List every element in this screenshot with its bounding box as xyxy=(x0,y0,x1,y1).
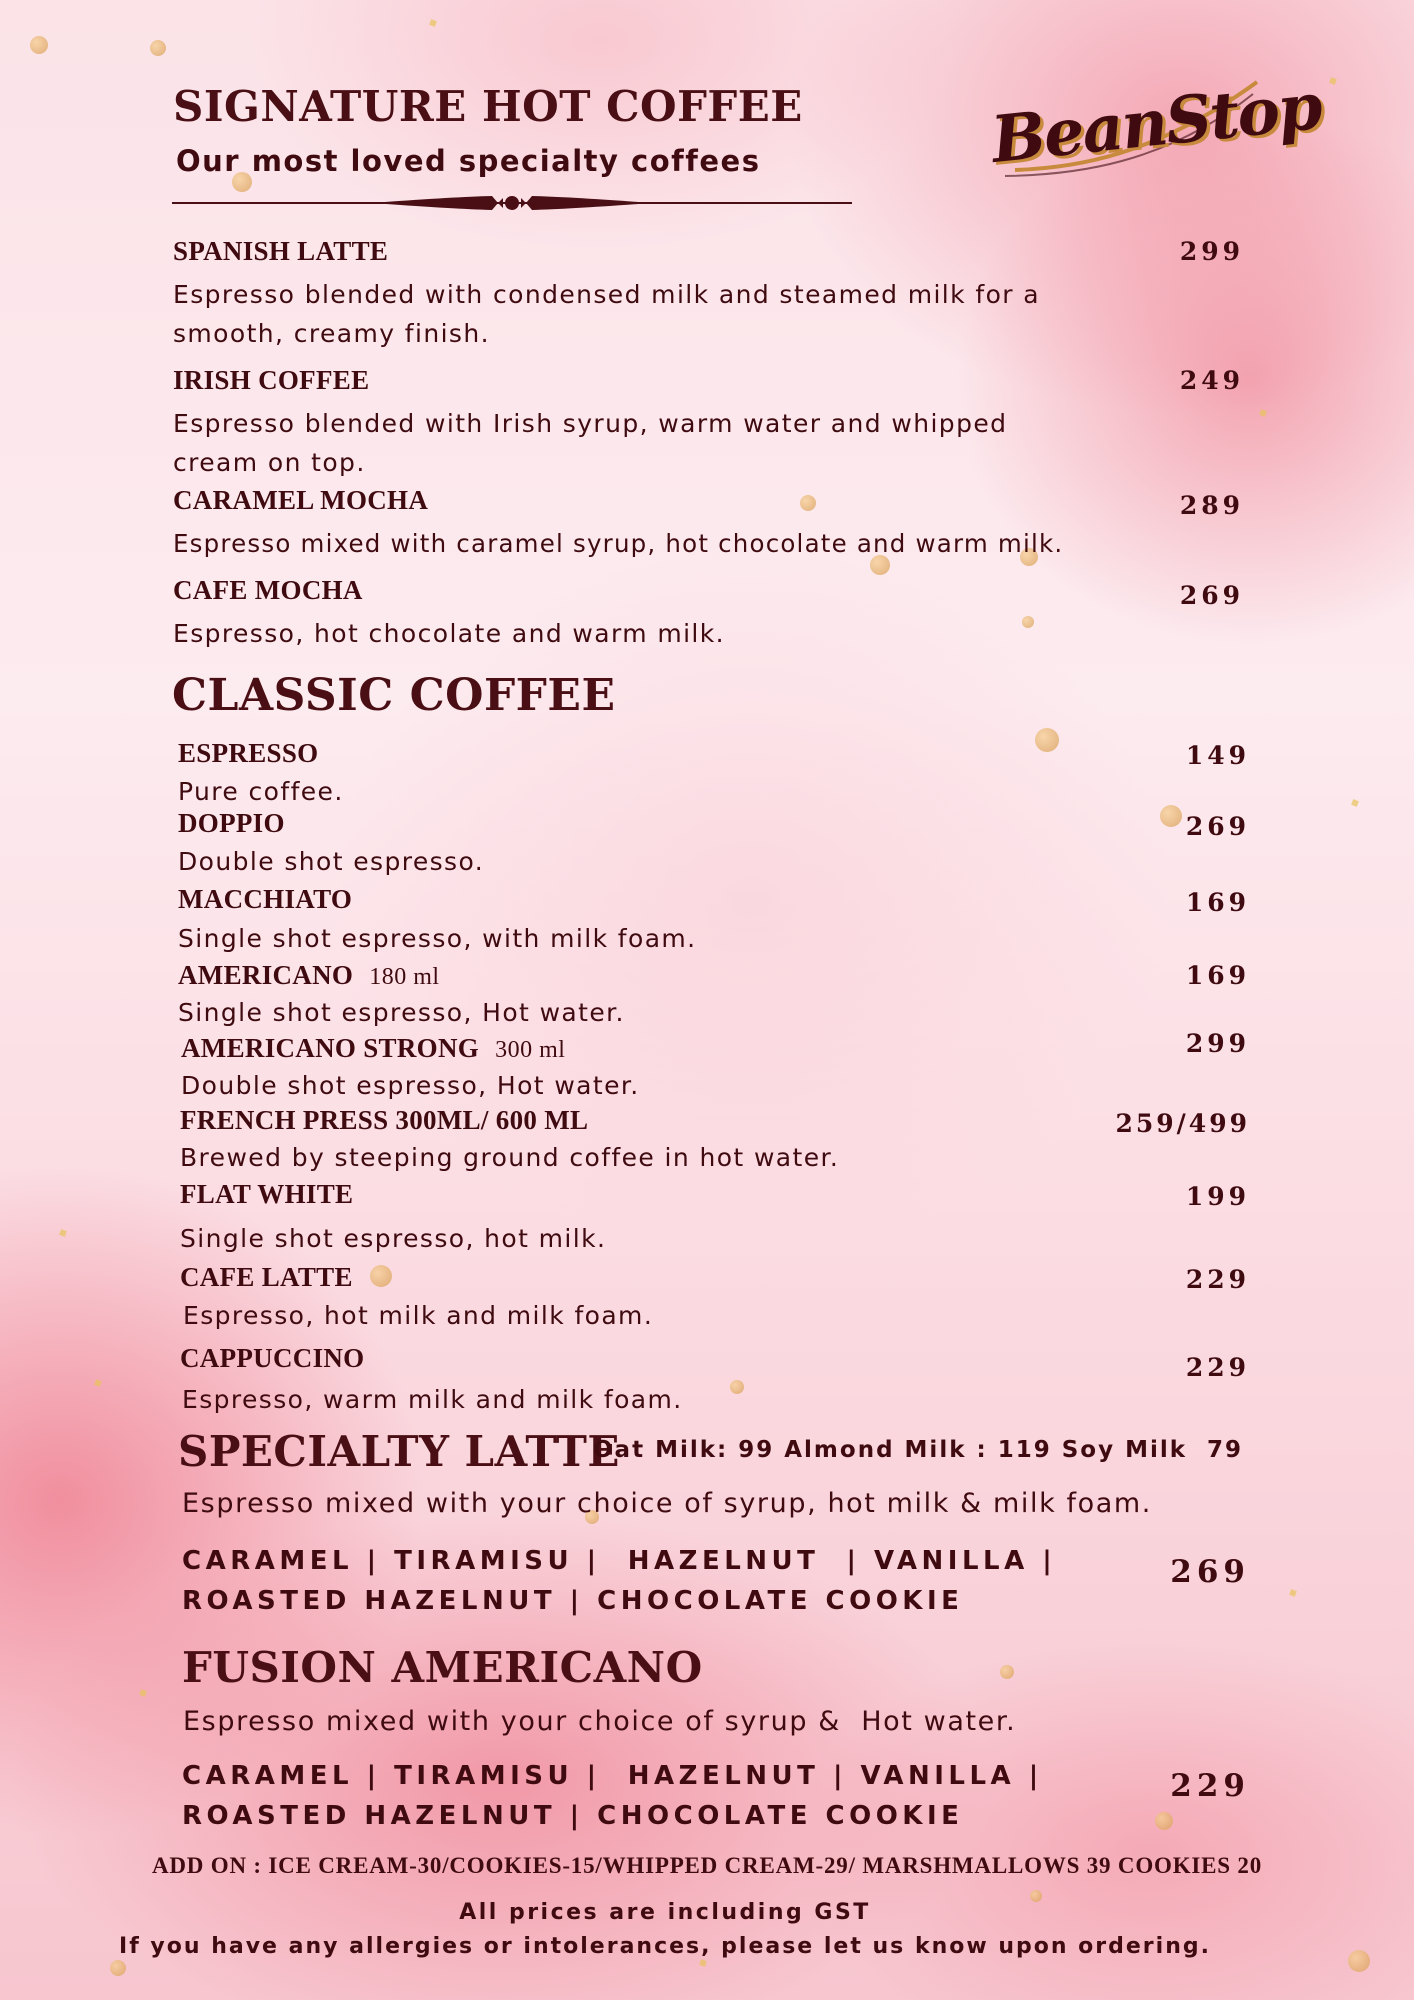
menu-item-price: 199 xyxy=(1185,1182,1250,1211)
menu-item-price: 149 xyxy=(1185,741,1250,770)
milk-options: Oat Milk: 99 Almond Milk : 119 Soy Milk 79 xyxy=(593,1437,1244,1463)
signature-section-subtitle: Our most loved specialty coffees xyxy=(176,144,761,178)
menu-item-name: CARAMEL MOCHA xyxy=(173,485,429,515)
menu-item-price: 289 xyxy=(1179,491,1244,520)
fusion-americano-flavors: ROASTED HAZELNUT | CHOCOLATE COOKIE xyxy=(182,1801,964,1831)
menu-item-desc: smooth, creamy finish. xyxy=(173,319,490,348)
gst-note: All prices are including GST xyxy=(459,1900,871,1925)
specialty-latte-flavors: ROASTED HAZELNUT | CHOCOLATE COOKIE xyxy=(182,1586,964,1616)
menu-item-desc: Espresso blended with condensed milk and steamed milk for a xyxy=(173,280,1041,309)
menu-item-price: 229 xyxy=(1185,1353,1250,1382)
menu-item-price: 169 xyxy=(1185,961,1250,990)
menu-item-desc: Single shot espresso, with milk foam. xyxy=(178,924,697,953)
specialty-latte-flavors: CARAMEL | TIRAMISU | HAZELNUT | VANILLA | xyxy=(182,1546,1057,1576)
menu-item-name xyxy=(178,960,440,991)
menu-item-desc: Espresso blended with Irish syrup, warm water and whipped xyxy=(173,409,1008,438)
menu-item-desc: Pure coffee. xyxy=(178,777,344,806)
menu-item-price: 249 xyxy=(1179,366,1244,395)
menu-item-name: CAFE MOCHA xyxy=(173,575,363,605)
menu-item-price: 169 xyxy=(1185,888,1250,917)
menu-item-name: IRISH COFFEE xyxy=(173,365,370,395)
menu-item-volume: 300 ml xyxy=(495,1037,566,1063)
menu-item-price: 269 xyxy=(1185,812,1250,841)
menu-item-desc: Espresso, warm milk and milk foam. xyxy=(182,1385,683,1414)
signature-section-title: SIGNATURE HOT COFFEE xyxy=(173,82,803,131)
menu-item-volume: 180 ml xyxy=(369,964,440,990)
ornamental-divider-icon xyxy=(172,188,852,218)
fusion-americano-price: 229 xyxy=(1170,1768,1250,1804)
logo-text: BeanStop xyxy=(987,68,1325,179)
menu-item-name xyxy=(181,1033,565,1064)
menu-item-name: DOPPIO xyxy=(178,808,285,838)
allergy-note: If you have any allergies or intolerances, please let us know upon ordering. xyxy=(119,1934,1211,1959)
menu-item-name: ESPRESSO xyxy=(178,738,319,768)
menu-item-desc: Espresso, hot chocolate and warm milk. xyxy=(173,619,726,648)
menu-item-price: 259/499 xyxy=(1115,1109,1250,1138)
menu-item-desc: Brewed by steeping ground coffee in hot water. xyxy=(180,1143,840,1172)
menu-item-name: CAFE LATTE xyxy=(180,1262,353,1292)
addons-line: ADD ON : ICE CREAM-30/COOKIES-15/WHIPPED CREAM-29/ MARSHMALLOWS 39 COOKIES 20 xyxy=(151,1853,1263,1878)
menu-item-desc: Double shot espresso. xyxy=(178,847,485,876)
menu-item-title: AMERICANO STRONG xyxy=(181,1033,480,1063)
menu-item-desc: Espresso, hot milk and milk foam. xyxy=(183,1301,654,1330)
menu-item-desc: Single shot espresso, Hot water. xyxy=(178,998,625,1027)
specialty-latte-title: SPECIALTY LATTE xyxy=(178,1427,620,1476)
menu-item-name: MACCHIATO xyxy=(178,884,353,914)
specialty-latte-desc: Espresso mixed with your choice of syrup, hot milk & milk foam. xyxy=(182,1488,1152,1519)
menu-item-price: 299 xyxy=(1179,237,1244,266)
menu-item-desc: cream on top. xyxy=(173,448,366,477)
menu-item-desc: Espresso mixed with caramel syrup, hot chocolate and warm milk. xyxy=(173,529,1064,558)
menu-item-name: CAPPUCCINO xyxy=(180,1343,365,1373)
fusion-americano-desc: Espresso mixed with your choice of syrup & Hot water. xyxy=(183,1706,1017,1737)
fusion-americano-flavors: CARAMEL | TIRAMISU | HAZELNUT | VANILLA | xyxy=(182,1761,1043,1791)
menu-item-name: FRENCH PRESS 300ML/ 600 ML xyxy=(180,1105,589,1135)
beanstop-logo xyxy=(985,68,1325,192)
menu-item-price: 299 xyxy=(1185,1029,1250,1058)
specialty-latte-price: 269 xyxy=(1170,1554,1250,1590)
menu-item-price: 269 xyxy=(1179,581,1244,610)
menu-item-price: 229 xyxy=(1185,1265,1250,1294)
menu-item-desc: Double shot espresso, Hot water. xyxy=(181,1071,640,1100)
menu-item-title: AMERICANO xyxy=(178,960,354,990)
menu-item-name: SPANISH LATTE xyxy=(173,236,389,266)
classic-section-title: CLASSIC COFFEE xyxy=(172,670,616,721)
fusion-americano-title: FUSION AMERICANO xyxy=(182,1643,703,1692)
menu-item-name: FLAT WHITE xyxy=(180,1179,354,1209)
menu-item-desc: Single shot espresso, hot milk. xyxy=(180,1224,607,1253)
